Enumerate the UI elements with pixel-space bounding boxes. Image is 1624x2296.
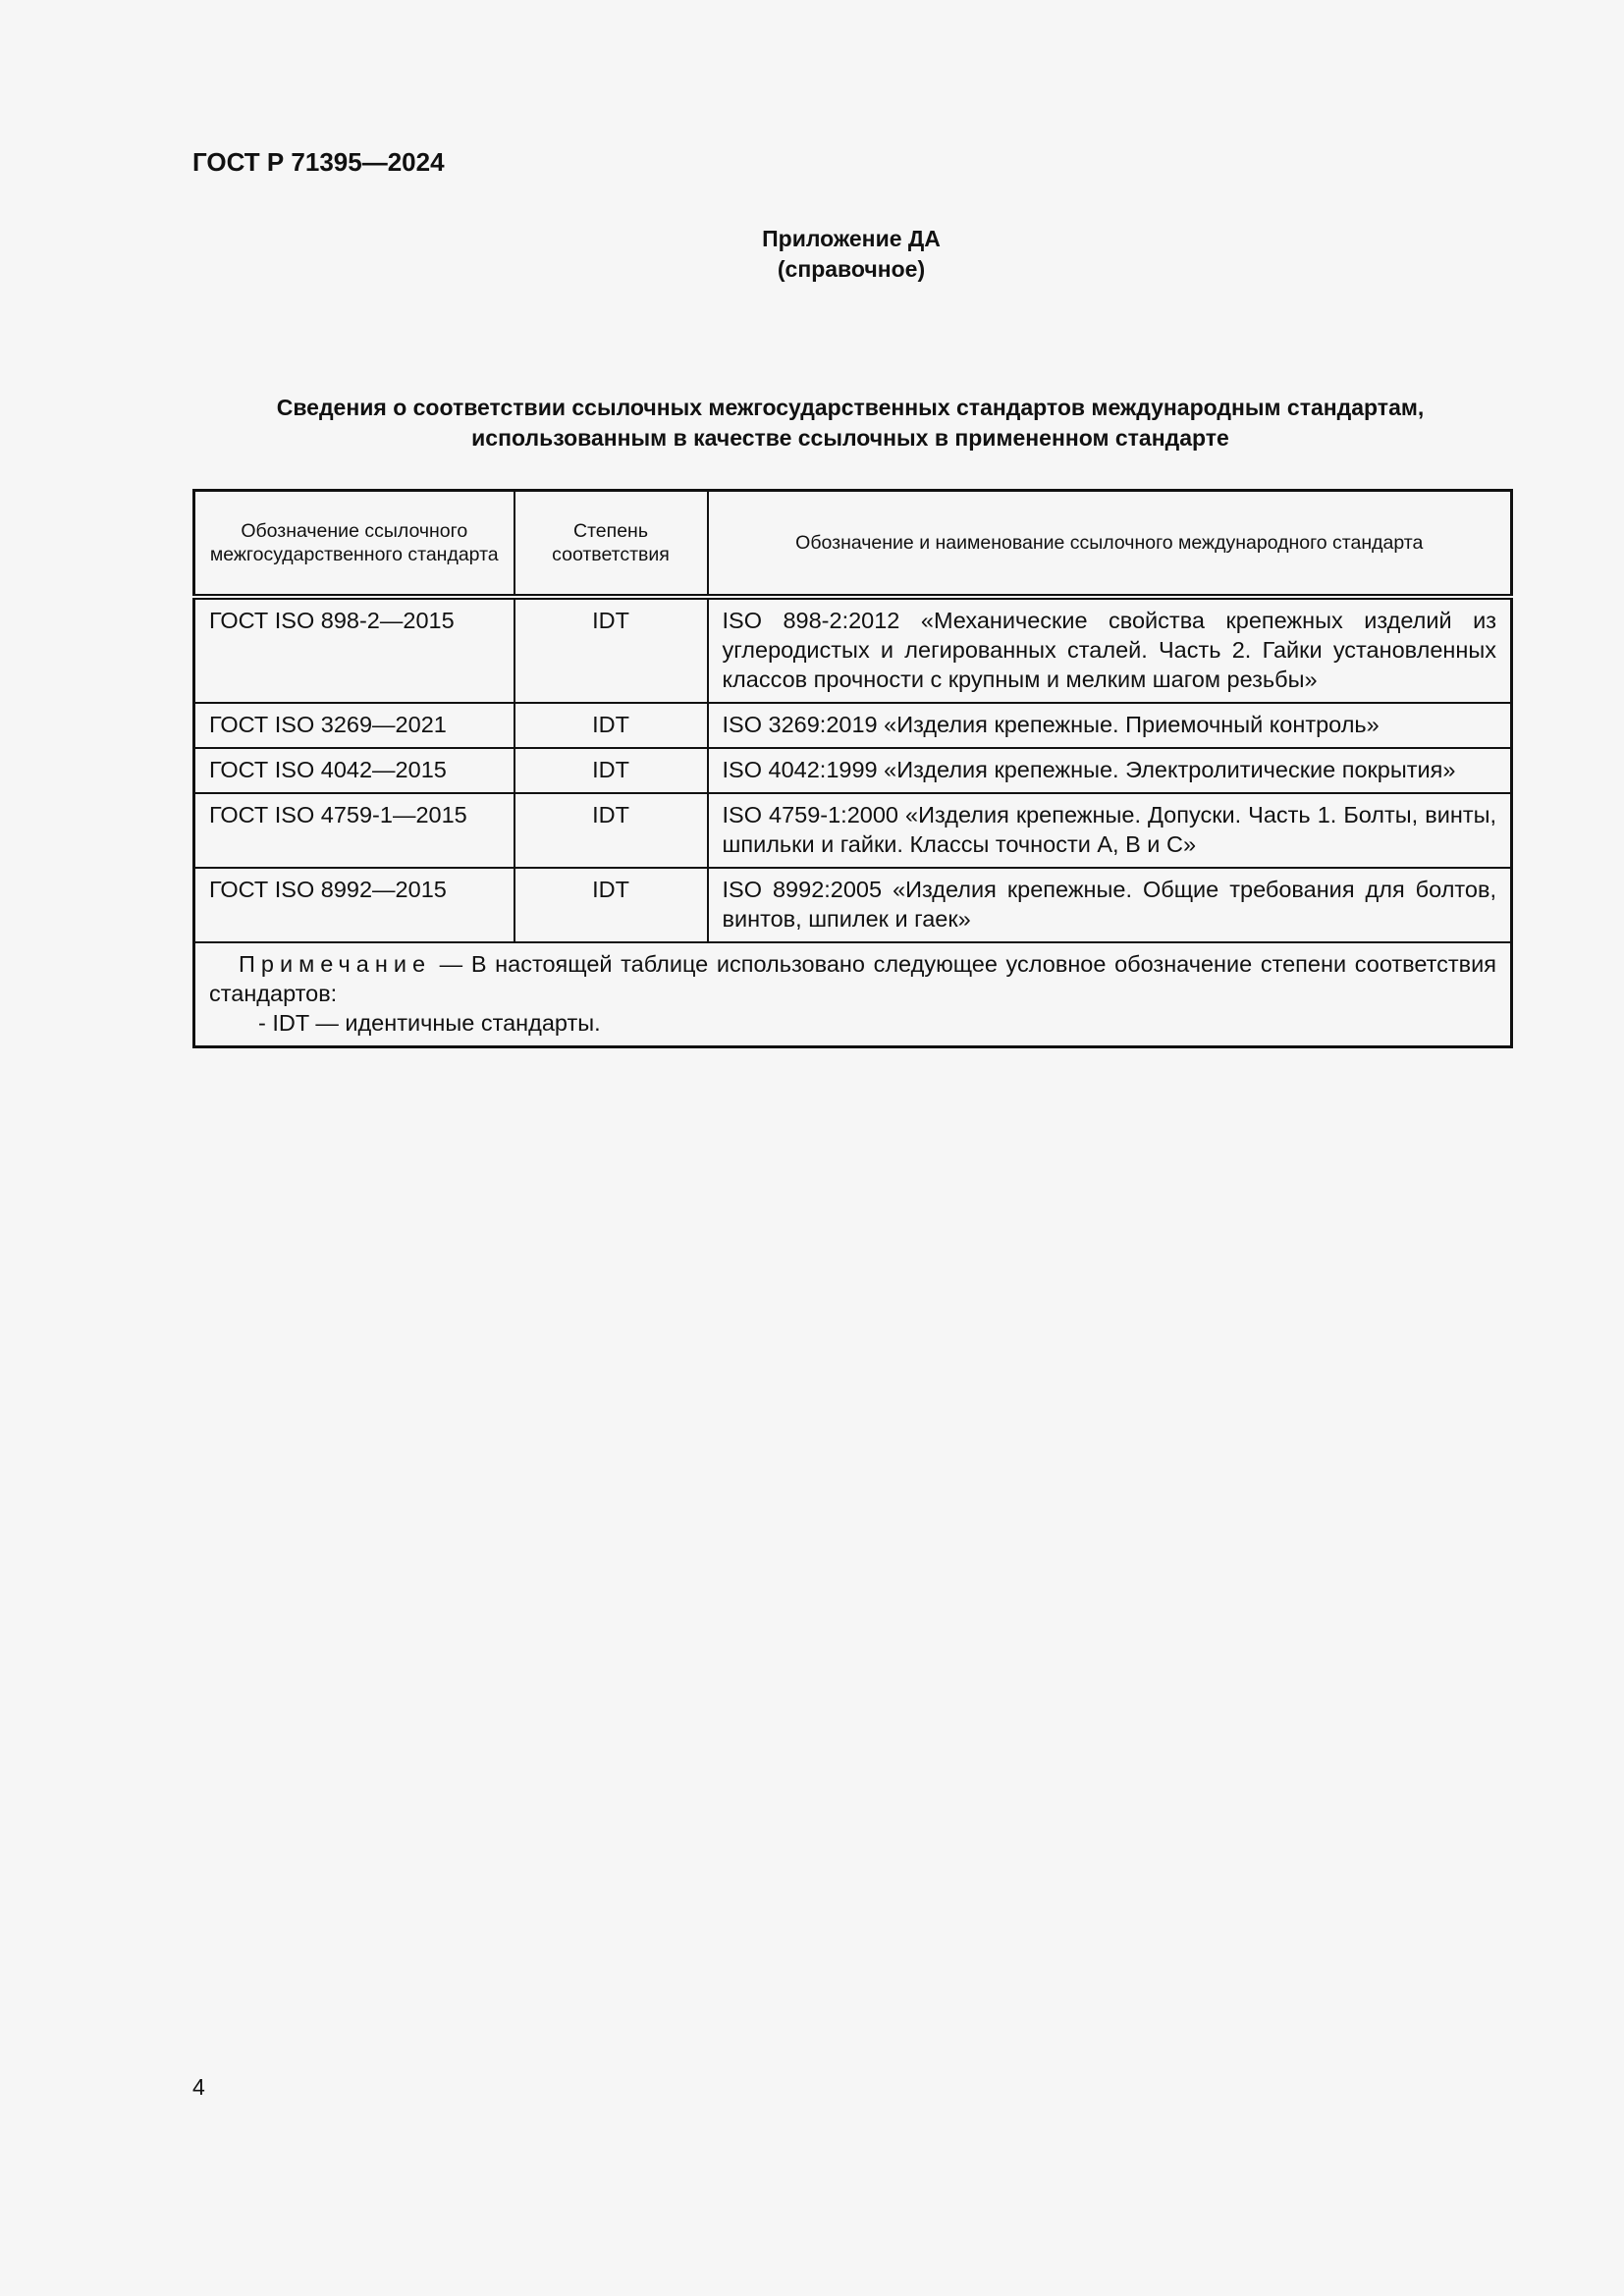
cell-degree: IDT xyxy=(514,868,708,942)
cell-degree: IDT xyxy=(514,597,708,703)
annex-title: Приложение ДА xyxy=(762,226,941,251)
annex-subtitle: (справочное) xyxy=(777,256,926,282)
header-designation: Обозначение ссылочного межгосударственного стандарта xyxy=(194,491,514,598)
table-row xyxy=(194,703,1512,748)
table-row xyxy=(194,868,1512,942)
cell-degree: IDT xyxy=(514,703,708,748)
header-international-standard: Обозначение и наименование ссылочного международного стандарта xyxy=(708,491,1512,598)
section-title-line-1: Сведения о соответствии ссылочных межгосударственных стандартов международным стандартам, xyxy=(276,395,1425,420)
page-number: 4 xyxy=(192,2074,205,2100)
correspondence-table xyxy=(192,489,1513,1048)
cell-international-standard: ISO 898-2:2012 «Механические свойства крепежных изделий из углеродистых и легированных сталей. Часть 2. Гайки установленных классов прочности с крупным и мелким шагом резьбы» xyxy=(708,597,1512,703)
section-title xyxy=(192,393,1508,454)
cell-degree: IDT xyxy=(514,748,708,793)
cell-designation: ГОСТ ISO 898-2—2015 xyxy=(194,597,514,703)
cell-designation: ГОСТ ISO 8992—2015 xyxy=(194,868,514,942)
cell-international-standard: ISO 3269:2019 «Изделия крепежные. Приемочный контроль» xyxy=(708,703,1512,748)
cell-international-standard: ISO 4042:1999 «Изделия крепежные. Электролитические покрытия» xyxy=(708,748,1512,793)
note-lead: Примечание xyxy=(239,951,432,977)
cell-international-standard: ISO 8992:2005 «Изделия крепежные. Общие требования для болтов, винтов, шпилек и гаек» xyxy=(708,868,1512,942)
cell-designation: ГОСТ ISO 3269—2021 xyxy=(194,703,514,748)
note-text xyxy=(209,949,1496,1008)
note-list-item: - IDT — идентичные стандарты. xyxy=(258,1010,601,1036)
header-degree: Степень соответствия xyxy=(514,491,708,598)
cell-designation: ГОСТ ISO 4759-1—2015 xyxy=(194,793,514,868)
note-body-text: — В настоящей таблице использовано следующее условное обозначение степени соответствия стандартов: xyxy=(209,951,1496,1006)
cell-designation: ГОСТ ISO 4042—2015 xyxy=(194,748,514,793)
table-note xyxy=(194,942,1512,1047)
table-row xyxy=(194,748,1512,793)
cell-degree: IDT xyxy=(514,793,708,868)
table-note-row xyxy=(194,942,1512,1047)
document-code: ГОСТ Р 71395—2024 xyxy=(192,147,445,177)
cell-international-standard: ISO 4759-1:2000 «Изделия крепежные. Допуски. Часть 1. Болты, винты, шпильки и гайки. Классы точности А, В и С» xyxy=(708,793,1512,868)
table-row xyxy=(194,793,1512,868)
table-header-row xyxy=(194,491,1512,598)
annex-heading xyxy=(403,224,1300,285)
section-title-line-2: использованным в качестве ссылочных в примененном стандарте xyxy=(471,425,1229,451)
table-row xyxy=(194,597,1512,703)
